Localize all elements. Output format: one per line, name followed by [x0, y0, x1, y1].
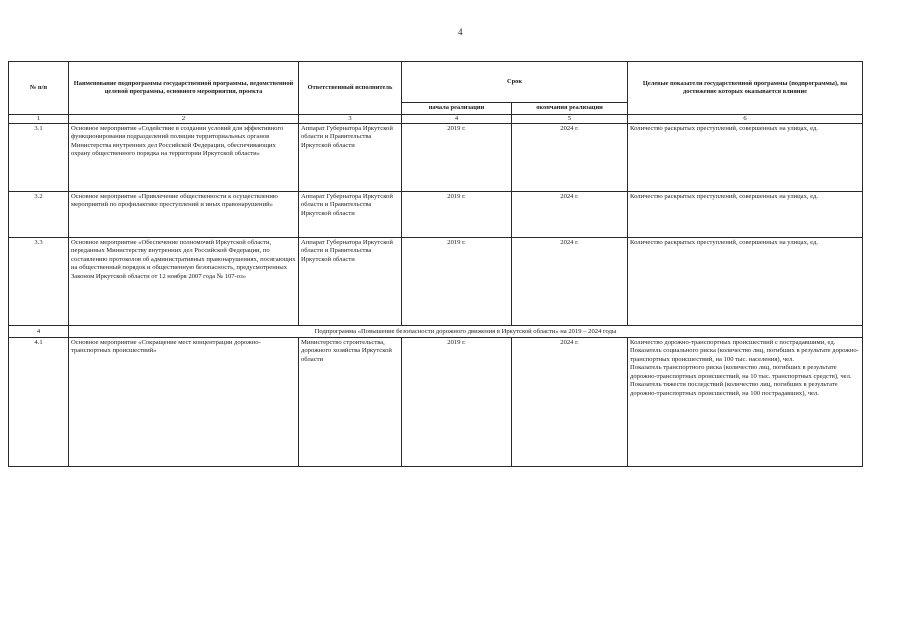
program-table — [8, 61, 863, 467]
row-num: 3.1 — [9, 124, 69, 192]
row-name: Основное мероприятие «Содействие в создании условий для эффективного функционирования подразделений полиции территориальных органов Министерства внутренних дел Российской Федерации, обеспечивающих охрану общественного порядка на территории Иркутской области» — [69, 124, 299, 192]
row-start: 2019 г. — [402, 124, 512, 192]
column-number: 3 — [299, 115, 402, 124]
row-name: Основное мероприятие «Привлечение общественности к осуществлению мероприятий по профилактике преступлений и иных правонарушений» — [69, 192, 299, 238]
header-term-start: начала реализации — [402, 103, 512, 115]
column-number: 2 — [69, 115, 299, 124]
target-indicator: Показатель тяжести последствий (количество лиц, погибших в результате дорожно-транспортных происшествий, на 100 пострадавших), чел. — [630, 381, 838, 397]
row-start: 2019 г. — [402, 238, 512, 326]
column-number-row — [9, 115, 863, 124]
row-num: 4.1 — [9, 338, 69, 467]
header-term: Срок — [402, 62, 628, 103]
column-number: 4 — [402, 115, 512, 124]
header-term-end: окончания реализации — [512, 103, 628, 115]
row-name: Основное мероприятие «Обеспечение полномочий Иркутской области, переданных Министерству внутренних дел Российской Федерации, по составлению протоколов об административных правонарушениях, посягающих на общественный порядок и общественную безопасность, предусмотренных Законом Иркутской области от 12 ноября 2007 года № 107-оз» — [69, 238, 299, 326]
row-targets: Количество раскрытых преступлений, совершенных на улицах, ед. — [628, 192, 863, 238]
section-row — [9, 326, 863, 338]
section-num: 4 — [9, 326, 69, 338]
row-responsible: Аппарат Губернатора Иркутской области и Правительства Иркутской области — [299, 124, 402, 192]
row-responsible: Аппарат Губернатора Иркутской области и Правительства Иркутской области — [299, 238, 402, 326]
column-number: 1 — [9, 115, 69, 124]
row-num: 3.2 — [9, 192, 69, 238]
row-end: 2024 г. — [512, 124, 628, 192]
row-name: Основное мероприятие «Сокращение мест концентрации дорожно-транспортных происшествий» — [69, 338, 299, 467]
header-targets: Целевые показатели государственной программы (подпрограммы), на достижение которых оказывается влияние — [628, 62, 863, 115]
header-name: Наименование подпрограммы государственной программы, ведомственной целевой программы, основного мероприятия, проекта — [69, 62, 299, 115]
target-indicator: Показатель транспортного риска (количество лиц, погибших в результате дорожно-транспортных происшествий, на 10 тыс. транспортных средств), чел. — [630, 364, 852, 380]
table-row — [9, 238, 863, 326]
row-start: 2019 г. — [402, 192, 512, 238]
row-end: 2024 г. — [512, 238, 628, 326]
row-start: 2019 г. — [402, 338, 512, 467]
target-indicator: Показатель социального риска (количество лиц, погибших в результате дорожно-транспортных происшествий, на 100 тыс. населения), чел. — [630, 347, 859, 363]
row-targets — [628, 338, 863, 467]
header-row — [9, 62, 863, 103]
column-number: 6 — [628, 115, 863, 124]
row-end: 2024 г. — [512, 338, 628, 467]
row-targets: Количество раскрытых преступлений, совершенных на улицах, ед. — [628, 238, 863, 326]
page-number: 4 — [458, 27, 463, 37]
column-number: 5 — [512, 115, 628, 124]
table-row — [9, 124, 863, 192]
header-responsible: Ответственный исполнитель — [299, 62, 402, 115]
row-responsible: Министерство строительства, дорожного хозяйства Иркутской области — [299, 338, 402, 467]
row-responsible: Аппарат Губернатора Иркутской области и Правительства Иркутской области — [299, 192, 402, 238]
table-row — [9, 338, 863, 467]
header-num: № п/п — [9, 62, 69, 115]
table-row — [9, 192, 863, 238]
row-num: 3.3 — [9, 238, 69, 326]
section-title: Подпрограмма «Повышение безопасности дорожного движения в Иркутской области» на 2019 – 2024 годы — [69, 326, 863, 338]
row-end: 2024 г. — [512, 192, 628, 238]
target-indicator: Количество дорожно-транспортных происшествий с пострадавшими, ед. — [630, 339, 836, 346]
row-targets: Количество раскрытых преступлений, совершенных на улицах, ед. — [628, 124, 863, 192]
